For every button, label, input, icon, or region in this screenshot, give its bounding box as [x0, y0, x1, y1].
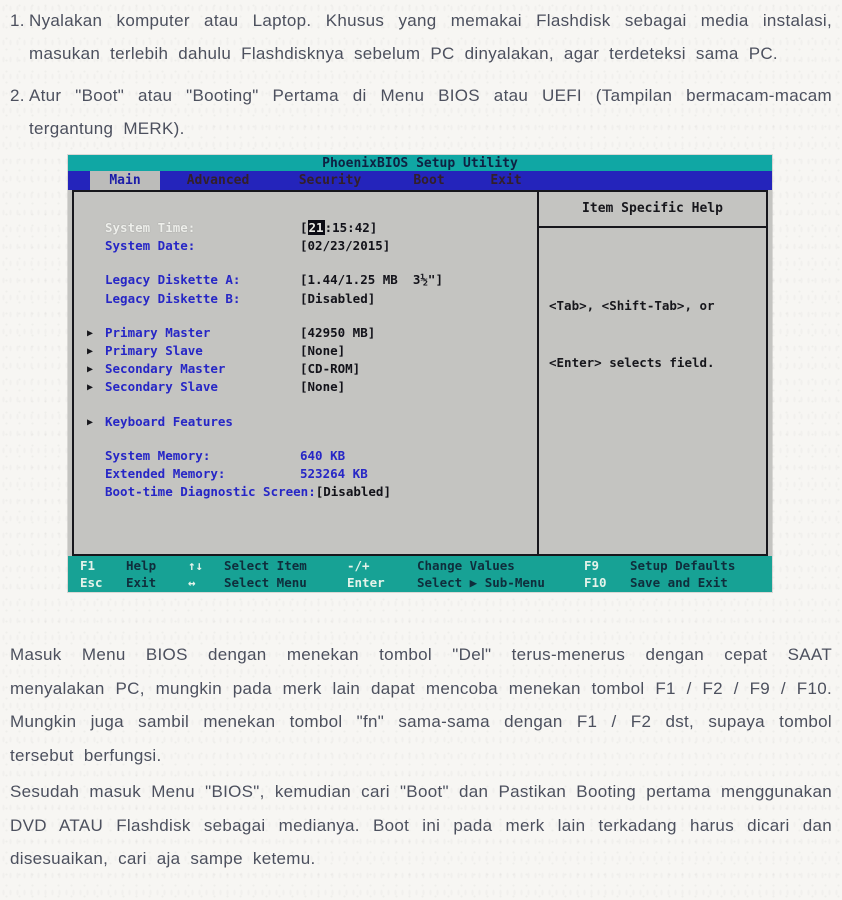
footer-key: -/+: [347, 558, 370, 573]
bios-row-label: System Memory:: [105, 447, 211, 463]
row-spacer: [74, 398, 537, 414]
bios-screenshot: [68, 155, 772, 592]
bios-row-value: [316, 484, 391, 502]
footer-key: ↔: [188, 575, 196, 590]
arrow-placeholder: [87, 220, 105, 238]
footer-key-label: Help: [126, 558, 157, 573]
bios-row-value: [300, 379, 345, 397]
value-text: [None]: [300, 379, 346, 395]
bios-row: [74, 448, 537, 466]
bios-tab-main: Main: [90, 171, 160, 190]
submenu-arrow-icon: ▶: [87, 382, 94, 394]
list-item-2: [10, 79, 832, 145]
bios-row-label: Legacy Diskette A:: [105, 272, 241, 288]
bios-tab-security: Security: [298, 173, 362, 188]
bios-tab-exit: Exit: [490, 173, 522, 188]
footer-key: Enter: [347, 575, 385, 590]
bios-settings-list: [74, 192, 537, 554]
arrow-placeholder: [87, 291, 105, 309]
bios-row: [74, 361, 537, 379]
bios-row-value: [300, 466, 368, 484]
bios-tab-boot: Boot: [413, 173, 445, 188]
paragraph: Sesudah masuk Menu "BIOS", kemudian cari "Boot" dan Pastikan Booting pertama menggunakan DVD ATAU Flashdisk sebagai medianya. Boot ini pada merk lain terkadang harus dicari dan disesuaikan, cari aja sampe ketemu.: [10, 782, 832, 868]
value-text: :15:42]: [324, 220, 378, 235]
footer-key-label: Select Item: [224, 558, 307, 573]
help-line: <Tab>, <Shift-Tab>, or: [549, 298, 715, 313]
bios-row-label: Extended Memory:: [105, 465, 226, 481]
bios-row-value: [300, 325, 375, 343]
value-text: [Disabled]: [315, 484, 391, 500]
value-text: [1.44/1.25 MB 3½"]: [300, 272, 443, 288]
footer-key-label: Exit: [126, 575, 157, 590]
bios-row-label: System Time:: [105, 220, 196, 235]
bios-row: [74, 291, 537, 309]
row-spacer: [74, 432, 537, 448]
bios-row-value: [300, 291, 375, 309]
bios-row-label: Boot-time Diagnostic Screen:: [105, 484, 316, 500]
submenu-arrow-icon: ▶: [87, 364, 94, 376]
bios-row: [74, 220, 537, 238]
bios-row-value: [300, 361, 360, 379]
bios-row: [74, 414, 537, 432]
value-text: [42950 MB]: [300, 324, 376, 340]
bios-key-legend: [68, 556, 772, 592]
bios-row: [74, 379, 537, 397]
value-text: [CD-ROM]: [300, 361, 361, 377]
help-panel: [537, 192, 766, 554]
list-number: 2.: [10, 86, 25, 105]
bios-main-panel: [72, 190, 768, 556]
footer-key-label: Select Menu: [224, 575, 307, 590]
bios-row-value: [300, 220, 377, 238]
bios-menu-bar: [68, 171, 772, 190]
arrow-placeholder: [87, 466, 105, 484]
bios-row-label: Secondary Master: [105, 361, 226, 377]
value-cursor-highlight: 21: [308, 220, 324, 235]
footer-key-label: Change Values: [417, 558, 515, 573]
bios-row-label: Primary Slave: [105, 342, 203, 358]
value-text: [None]: [300, 342, 346, 358]
list-number: 1.: [10, 11, 25, 30]
bios-row-value: [300, 272, 443, 290]
help-line: <Enter> selects field.: [549, 355, 715, 370]
value-text: [Disabled]: [300, 290, 376, 306]
row-spacer: [74, 309, 537, 325]
bios-footer-row: [68, 574, 772, 591]
arrow-placeholder: [87, 272, 105, 290]
footer-key: ↑↓: [188, 558, 204, 573]
list-item-1: [10, 4, 832, 70]
bios-footer-row: [68, 557, 772, 574]
bios-row: [74, 484, 537, 502]
paragraph: Masuk Menu BIOS dengan menekan tombol "Del" terus-menerus dengan cepat SAAT menyalakan PC, mungkin pada merk lain dapat mencoba menekan tombol F1 / F2 / F9 / F10. Mungkin juga sambil menekan tombol "fn" sama-sama dengan F1 / F2 dst, supaya tombol tersebut berfungsi.: [10, 645, 832, 765]
footer-key: F1: [80, 558, 96, 573]
footer-key-label: Select ▶ Sub-Menu: [417, 575, 545, 590]
bios-row-value: [300, 343, 345, 361]
arrow-placeholder: [87, 448, 105, 466]
value-text: [: [300, 220, 308, 235]
submenu-arrow-icon: ▶: [87, 345, 94, 357]
bios-title-bar: PhoenixBIOS Setup Utility: [68, 155, 772, 171]
bios-row: [74, 466, 537, 484]
footer-key: F9: [584, 558, 600, 573]
bios-row-label: Keyboard Features: [105, 413, 233, 429]
submenu-arrow-icon: ▶: [87, 327, 94, 339]
help-panel-text: [539, 228, 766, 410]
bios-row-label: Secondary Slave: [105, 379, 218, 395]
footer-key-label: Setup Defaults: [630, 558, 736, 573]
value-text: 523264 KB: [300, 465, 368, 481]
row-spacer: [74, 256, 537, 272]
help-panel-header: Item Specific Help: [539, 192, 766, 228]
value-text: [02/23/2015]: [300, 238, 391, 254]
value-text: 640 KB: [300, 447, 346, 463]
bios-row: [74, 238, 537, 256]
bios-row-label: Legacy Diskette B:: [105, 290, 241, 306]
bios-row-value: [300, 448, 345, 466]
footer-key: Esc: [80, 575, 103, 590]
arrow-placeholder: [87, 238, 105, 256]
bios-row: [74, 343, 537, 361]
bios-row: [74, 325, 537, 343]
bios-tab-advanced: Advanced: [186, 173, 250, 188]
submenu-arrow-icon: ▶: [87, 416, 94, 428]
bios-row-label: System Date:: [105, 238, 196, 254]
bios-row-value: [300, 238, 390, 256]
list-item-text: Nyalakan komputer atau Laptop. Khusus yang memakai Flashdisk sebagai media instalasi, masukan terlebih dahulu Flashdisknya sebelum PC dinyalakan, agar terdeteksi sama PC.: [29, 11, 832, 63]
list-item-text: Atur "Boot" atau "Booting" Pertama di Menu BIOS atau UEFI (Tampilan bermacam-macam tergantung MERK).: [29, 86, 832, 138]
footer-key-label: Save and Exit: [630, 575, 728, 590]
arrow-placeholder: [87, 484, 105, 502]
bios-row: [74, 272, 537, 290]
footer-key: F10: [584, 575, 607, 590]
bios-row-label: Primary Master: [105, 324, 211, 340]
